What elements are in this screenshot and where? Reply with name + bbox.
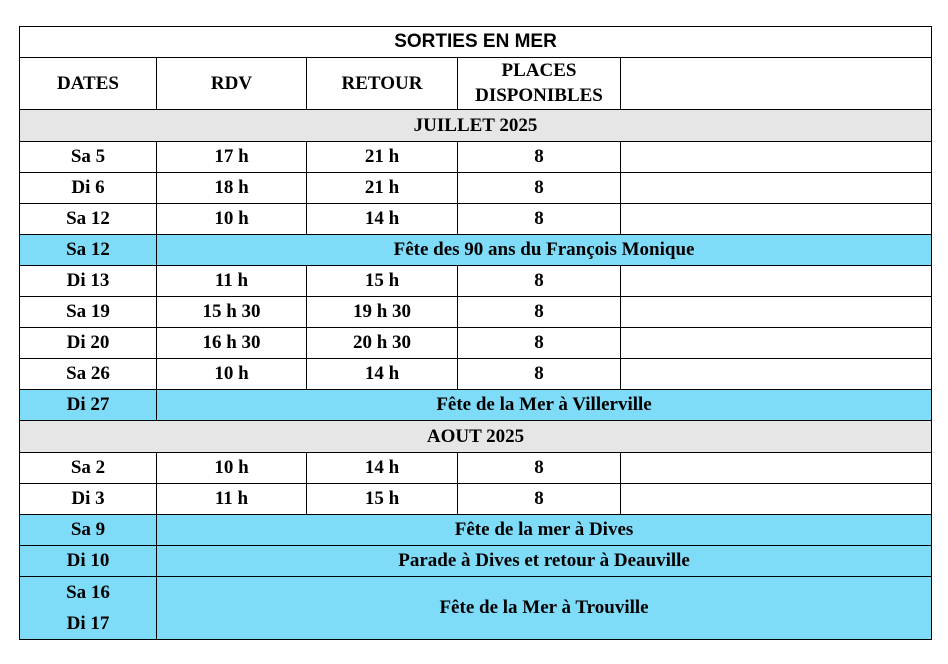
places-cell: 8 <box>458 204 621 235</box>
table-row <box>20 359 932 390</box>
blank-cell <box>621 453 932 484</box>
blank-cell <box>621 266 932 297</box>
event-row <box>20 390 932 421</box>
header-retour: RETOUR <box>307 58 458 110</box>
places-cell: 8 <box>458 266 621 297</box>
event-label-cell: Fête de la Mer à Trouville <box>157 577 932 640</box>
event-date-cell: Sa 12 <box>20 235 157 266</box>
table-row <box>20 328 932 359</box>
header-row <box>20 58 932 110</box>
date-cell: Sa 19 <box>20 297 157 328</box>
blank-cell <box>621 297 932 328</box>
month-label: JUILLET 2025 <box>20 110 932 142</box>
table-row <box>20 297 932 328</box>
places-cell: 8 <box>458 297 621 328</box>
table-row <box>20 204 932 235</box>
blank-cell <box>621 328 932 359</box>
blank-cell <box>621 173 932 204</box>
date-cell: Di 3 <box>20 484 157 515</box>
places-cell: 8 <box>458 142 621 173</box>
retour-cell: 21 h <box>307 142 458 173</box>
date-cell: Di 13 <box>20 266 157 297</box>
places-cell: 8 <box>458 173 621 204</box>
event-label-cell: Parade à Dives et retour à Deauville <box>157 546 932 577</box>
blank-cell <box>621 142 932 173</box>
month-row-aout <box>20 421 932 453</box>
event-label-cell: Fête des 90 ans du François Monique <box>157 235 932 266</box>
rdv-cell: 15 h 30 <box>157 297 307 328</box>
table-row <box>20 173 932 204</box>
month-row-juillet <box>20 110 932 142</box>
header-blank-cell <box>621 58 932 110</box>
rdv-cell: 10 h <box>157 204 307 235</box>
title-row <box>20 27 932 58</box>
header-places-line2: DISPONIBLES <box>475 84 603 106</box>
table-row <box>20 266 932 297</box>
event-row <box>20 235 932 266</box>
blank-cell <box>621 204 932 235</box>
rdv-cell: 18 h <box>157 173 307 204</box>
retour-cell: 20 h 30 <box>307 328 458 359</box>
date-cell: Di 20 <box>20 328 157 359</box>
retour-cell: 21 h <box>307 173 458 204</box>
event-date-cell: Di 27 <box>20 390 157 421</box>
rdv-cell: 11 h <box>157 484 307 515</box>
date-cell: Sa 2 <box>20 453 157 484</box>
event-row <box>20 546 932 577</box>
blank-cell <box>621 484 932 515</box>
rdv-cell: 10 h <box>157 453 307 484</box>
retour-cell: 14 h <box>307 453 458 484</box>
rdv-cell: 16 h 30 <box>157 328 307 359</box>
header-dates: DATES <box>20 58 157 110</box>
retour-cell: 14 h <box>307 359 458 390</box>
places-cell: 8 <box>458 328 621 359</box>
header-places-disponibles <box>458 58 621 110</box>
rdv-cell: 11 h <box>157 266 307 297</box>
header-rdv: RDV <box>157 58 307 110</box>
table-row <box>20 453 932 484</box>
rdv-cell: 17 h <box>157 142 307 173</box>
month-label: AOUT 2025 <box>20 421 932 453</box>
table-row <box>20 142 932 173</box>
table-title: SORTIES EN MER <box>20 27 932 58</box>
event-date-line: Di 17 <box>66 613 110 634</box>
event-label-cell: Fête de la mer à Dives <box>157 515 932 546</box>
event-date-cell: Di 10 <box>20 546 157 577</box>
date-cell: Di 6 <box>20 173 157 204</box>
date-cell: Sa 12 <box>20 204 157 235</box>
blank-cell <box>621 359 932 390</box>
event-date-line: Sa 16 <box>66 582 110 603</box>
places-cell: 8 <box>458 453 621 484</box>
retour-cell: 15 h <box>307 484 458 515</box>
rdv-cell: 10 h <box>157 359 307 390</box>
event-date-cell: Sa 9 <box>20 515 157 546</box>
retour-cell: 15 h <box>307 266 458 297</box>
retour-cell: 19 h 30 <box>307 297 458 328</box>
places-cell: 8 <box>458 359 621 390</box>
header-places-line1: PLACES <box>501 59 577 81</box>
retour-cell: 14 h <box>307 204 458 235</box>
places-cell: 8 <box>458 484 621 515</box>
event-date-cell <box>20 577 157 640</box>
sorties-en-mer-table <box>19 26 932 640</box>
event-label-cell: Fête de la Mer à Villerville <box>157 390 932 421</box>
date-cell: Sa 5 <box>20 142 157 173</box>
event-row <box>20 577 932 640</box>
date-cell: Sa 26 <box>20 359 157 390</box>
event-row <box>20 515 932 546</box>
table-row <box>20 484 932 515</box>
